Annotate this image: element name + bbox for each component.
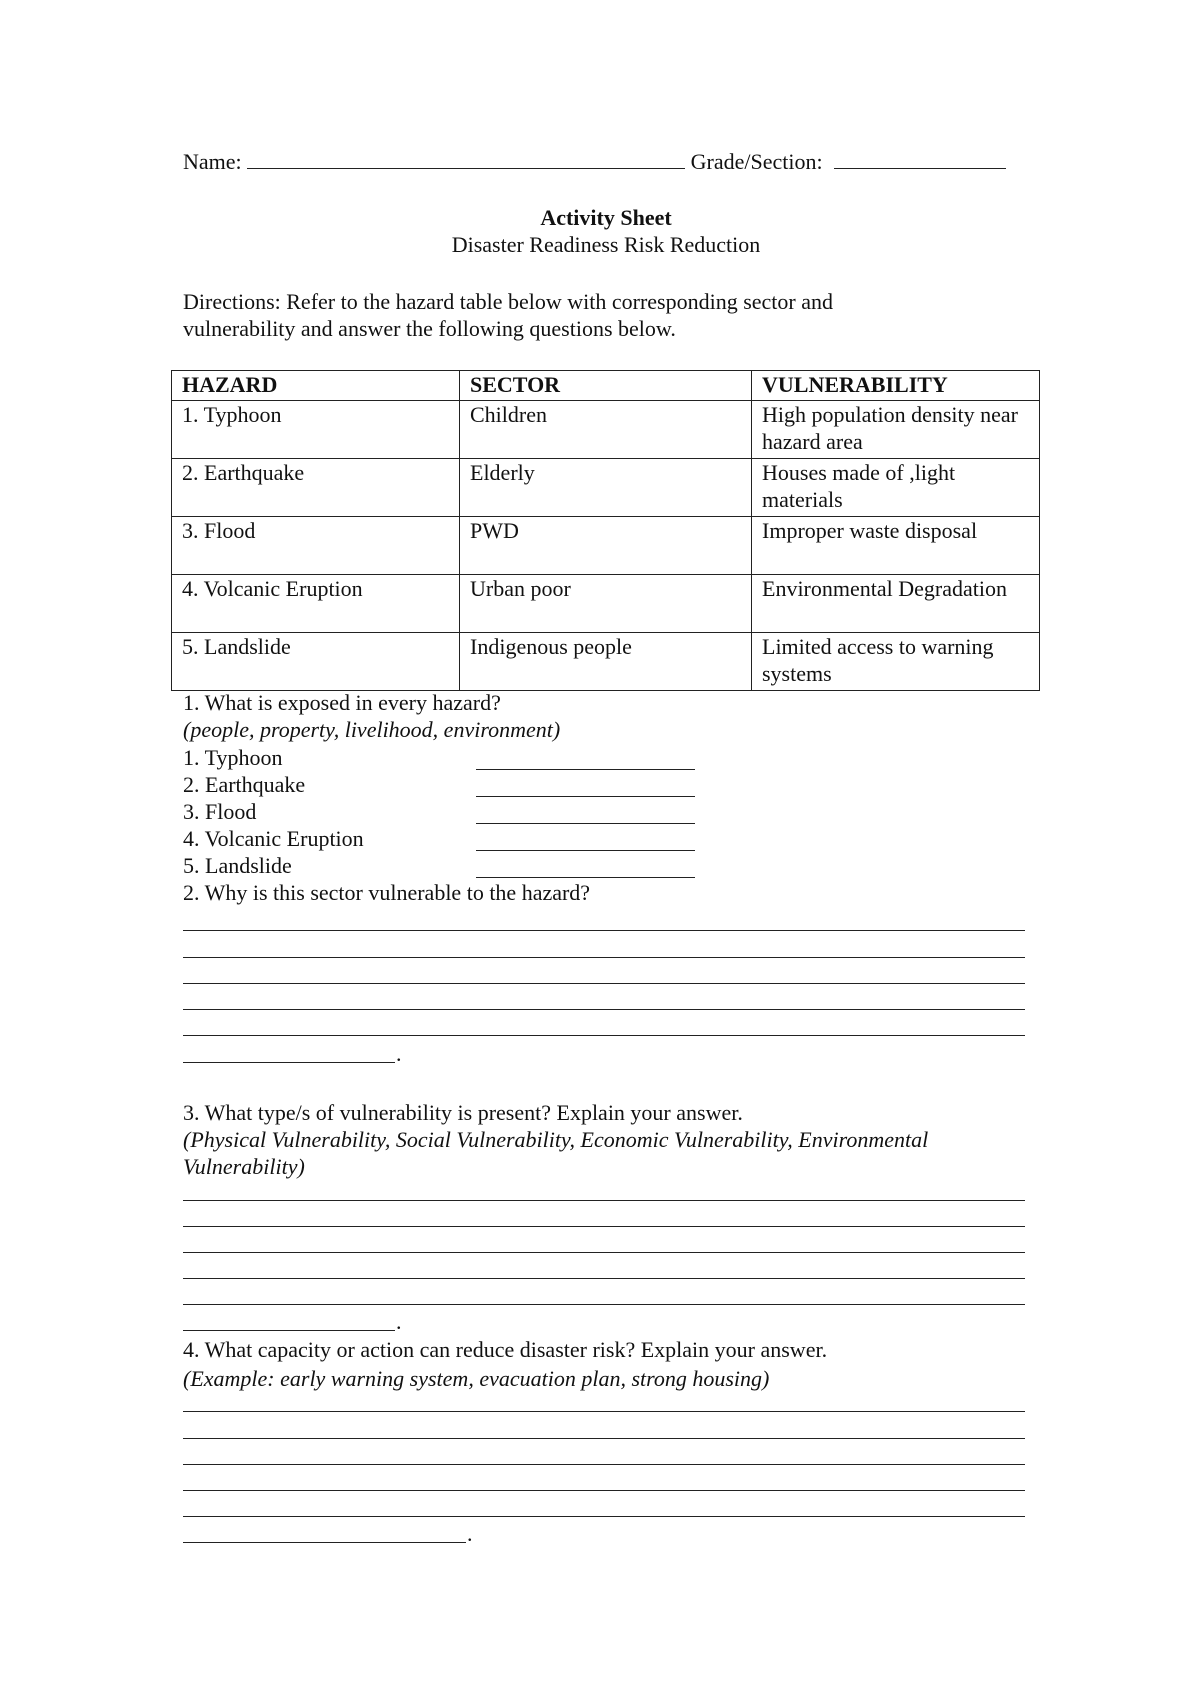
- name-row: [183, 148, 1006, 175]
- question-1-hint: (people, property, livelihood, environment): [183, 717, 561, 742]
- q1-answer-line[interactable]: [476, 823, 695, 824]
- q2-end-mark: .: [396, 1041, 402, 1066]
- vulnerability-cell: High population density near hazard area: [752, 401, 1040, 459]
- q4-answer-line[interactable]: [183, 1438, 1025, 1439]
- vulnerability-cell: Improper waste disposal: [752, 517, 1040, 575]
- q1-item: 5. Landslide: [183, 853, 292, 878]
- question-4: 4. What capacity or action can reduce disaster risk? Explain your answer.: [183, 1337, 828, 1362]
- q4-answer-line-short[interactable]: [183, 1542, 466, 1543]
- sector-cell: Children: [460, 401, 752, 459]
- name-label: Name:: [183, 149, 242, 174]
- q3-answer-line[interactable]: [183, 1304, 1025, 1305]
- hazard-cell: 2. Earthquake: [172, 459, 460, 517]
- page-subtitle: Disaster Readiness Risk Reduction: [451, 232, 761, 257]
- hazard-cell: 4. Volcanic Eruption: [172, 575, 460, 633]
- question-1: 1. What is exposed in every hazard?: [183, 690, 501, 715]
- q2-answer-line[interactable]: [183, 1035, 1025, 1036]
- table-row: [172, 575, 1040, 633]
- question-3-hint-line-2: Vulnerability): [183, 1154, 305, 1179]
- q3-answer-line-short[interactable]: [183, 1330, 395, 1331]
- q2-answer-line[interactable]: [183, 983, 1025, 984]
- q3-answer-line[interactable]: [183, 1278, 1025, 1279]
- hazard-cell: 3. Flood: [172, 517, 460, 575]
- sector-cell: PWD: [460, 517, 752, 575]
- table-row: [172, 459, 1040, 517]
- q4-end-mark: .: [467, 1521, 473, 1546]
- q1-item: 4. Volcanic Eruption: [183, 826, 364, 851]
- q3-answer-line[interactable]: [183, 1200, 1025, 1201]
- hazard-cell: 1. Typhoon: [172, 401, 460, 459]
- q4-answer-line[interactable]: [183, 1516, 1025, 1517]
- question-4-hint: (Example: early warning system, evacuation plan, strong housing): [183, 1366, 770, 1391]
- q4-answer-line[interactable]: [183, 1411, 1025, 1412]
- table-row: [172, 633, 1040, 691]
- vulnerability-cell: Houses made of ,light materials: [752, 459, 1040, 517]
- q3-end-mark: .: [396, 1309, 402, 1334]
- grade-label: Grade/Section:: [690, 149, 823, 174]
- sector-cell: Elderly: [460, 459, 752, 517]
- directions-line-1: Directions: Refer to the hazard table below with corresponding sector and: [183, 289, 833, 314]
- name-field[interactable]: [247, 148, 685, 169]
- q1-item: 3. Flood: [183, 799, 257, 824]
- question-3: 3. What type/s of vulnerability is present? Explain your answer.: [183, 1100, 743, 1125]
- col-header-vulnerability: VULNERABILITY: [752, 371, 1040, 401]
- q2-answer-line-short[interactable]: [183, 1062, 395, 1063]
- q3-answer-line[interactable]: [183, 1252, 1025, 1253]
- q1-answer-line[interactable]: [476, 850, 695, 851]
- grade-field[interactable]: [834, 148, 1006, 169]
- question-3-hint-line-1: (Physical Vulnerability, Social Vulnerability, Economic Vulnerability, Environmental: [183, 1127, 929, 1152]
- sector-cell: Urban poor: [460, 575, 752, 633]
- q1-item: 1. Typhoon: [183, 745, 283, 770]
- col-header-hazard: HAZARD: [172, 371, 460, 401]
- q1-answer-line[interactable]: [476, 769, 695, 770]
- table-header-row: [172, 371, 1040, 401]
- q1-answer-line[interactable]: [476, 796, 695, 797]
- table-row: [172, 517, 1040, 575]
- col-header-sector: SECTOR: [460, 371, 752, 401]
- q3-answer-line[interactable]: [183, 1226, 1025, 1227]
- q4-answer-line[interactable]: [183, 1464, 1025, 1465]
- sector-cell: Indigenous people: [460, 633, 752, 691]
- hazard-cell: 5. Landslide: [172, 633, 460, 691]
- directions-line-2: vulnerability and answer the following questions below.: [183, 316, 676, 341]
- question-2: 2. Why is this sector vulnerable to the hazard?: [183, 880, 591, 905]
- vulnerability-cell: Environmental Degradation: [752, 575, 1040, 633]
- q2-answer-line[interactable]: [183, 930, 1025, 931]
- page-title: Activity Sheet: [540, 205, 672, 230]
- table-row: [172, 401, 1040, 459]
- q1-answer-line[interactable]: [476, 877, 695, 878]
- hazard-table: [171, 370, 1040, 691]
- vulnerability-cell: Limited access to warning systems: [752, 633, 1040, 691]
- q4-answer-line[interactable]: [183, 1490, 1025, 1491]
- q1-item: 2. Earthquake: [183, 772, 306, 797]
- q2-answer-line[interactable]: [183, 1009, 1025, 1010]
- q2-answer-line[interactable]: [183, 957, 1025, 958]
